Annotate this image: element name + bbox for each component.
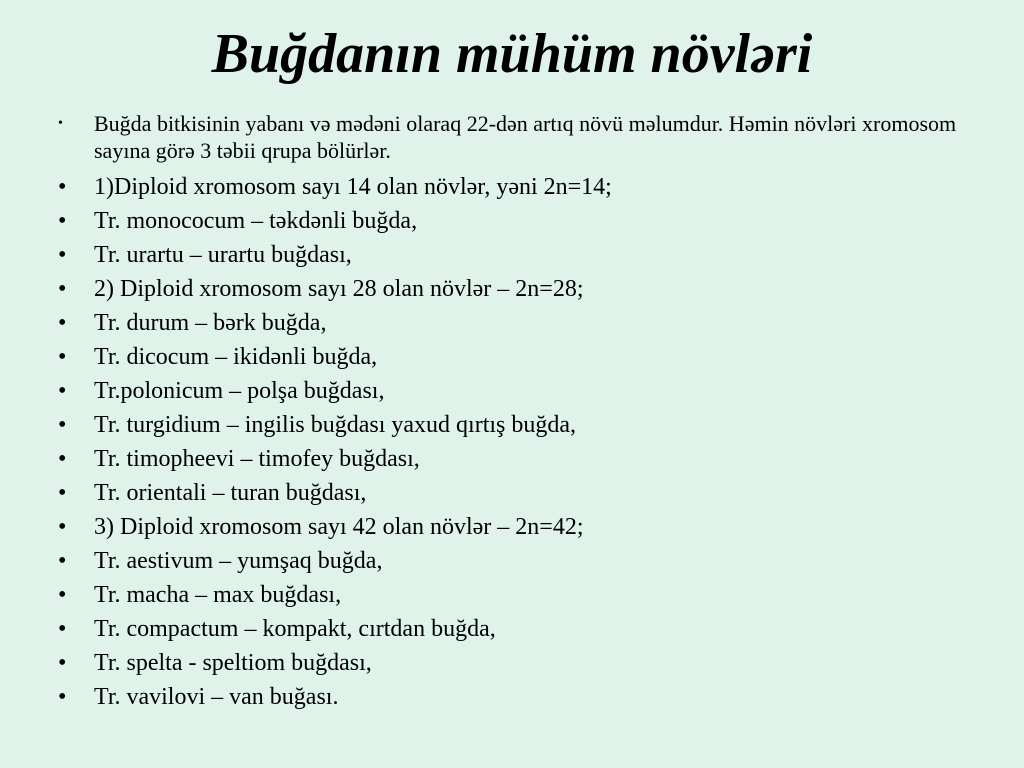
- bullet-item: [0, 272, 1000, 306]
- bullet-text: Tr. durum – bərk buğda,: [94, 310, 327, 336]
- bullet-item: [0, 374, 1000, 408]
- bullet-icon: •: [58, 412, 67, 438]
- bullet-text: Tr. orientali – turan buğdası,: [94, 480, 367, 506]
- bullet-item: [0, 306, 1000, 340]
- bullet-icon: •: [58, 650, 67, 676]
- bullet-item: [0, 544, 1000, 578]
- bullet-text: Tr. urartu – urartu buğdası,: [94, 242, 352, 268]
- bullet-text: Tr. compactum – kompakt, cırtdan buğda,: [94, 616, 496, 642]
- bullet-text: Tr. timopheevi – timofey buğdası,: [94, 446, 420, 472]
- bullet-icon: •: [58, 548, 67, 574]
- bullet-item: [0, 680, 1000, 714]
- bullet-item: [0, 204, 1000, 238]
- bullet-icon: •: [58, 616, 67, 642]
- bullet-text: Tr.polonicum – polşa buğdası,: [94, 378, 385, 404]
- bullet-item: [0, 238, 1000, 272]
- bullet-text: Tr. turgidium – ingilis buğdası yaxud qırtış buğda,: [94, 412, 577, 438]
- bullet-text: Buğda bitkisinin yabanı və mədəni olaraq 22-dən artıq növü məlumdur. Həmin növləri xromosom sayına görə 3 təbii qrupa bölürlər.: [94, 111, 957, 163]
- bullet-item: [0, 510, 1000, 544]
- bullet-icon: •: [58, 116, 63, 131]
- bullet-text: Tr. spelta - speltiom buğdası,: [94, 650, 372, 676]
- bullet-text: Tr. vavilovi – van buğası.: [94, 684, 339, 710]
- bullet-icon: •: [58, 514, 67, 540]
- bullet-icon: •: [58, 480, 67, 506]
- bullet-item: [0, 110, 1000, 170]
- bullet-icon: •: [58, 208, 67, 234]
- bullet-list: [0, 110, 1000, 714]
- bullet-icon: •: [58, 310, 67, 336]
- bullet-text: Tr. aestivum – yumşaq buğda,: [94, 548, 383, 574]
- bullet-icon: •: [58, 446, 67, 472]
- bullet-icon: •: [58, 276, 67, 302]
- bullet-item: [0, 578, 1000, 612]
- bullet-text: Tr. dicocum – ikidənli buğda,: [94, 344, 378, 370]
- bullet-item: [0, 646, 1000, 680]
- bullet-text: 2) Diploid xromosom sayı 28 olan növlər – 2n=28;: [94, 276, 584, 302]
- bullet-icon: •: [58, 684, 67, 710]
- bullet-icon: •: [58, 242, 67, 268]
- bullet-item: [0, 408, 1000, 442]
- bullet-text: Tr. macha – max buğdası,: [94, 582, 342, 608]
- bullet-text: Tr. monococum – təkdənli buğda,: [94, 208, 418, 234]
- bullet-item: [0, 476, 1000, 510]
- slide-title: Buğdanın mühüm növləri: [211, 23, 813, 85]
- bullet-icon: •: [58, 378, 67, 404]
- bullet-icon: •: [58, 344, 67, 370]
- bullet-icon: •: [58, 174, 67, 200]
- bullet-text: 1)Diploid xromosom sayı 14 olan növlər, yəni 2n=14;: [94, 174, 612, 200]
- bullet-item: [0, 442, 1000, 476]
- bullet-item: [0, 170, 1000, 204]
- bullet-item: [0, 340, 1000, 374]
- bullet-icon: •: [58, 582, 67, 608]
- bullet-text: 3) Diploid xromosom sayı 42 olan növlər – 2n=42;: [94, 514, 584, 540]
- bullet-item: [0, 612, 1000, 646]
